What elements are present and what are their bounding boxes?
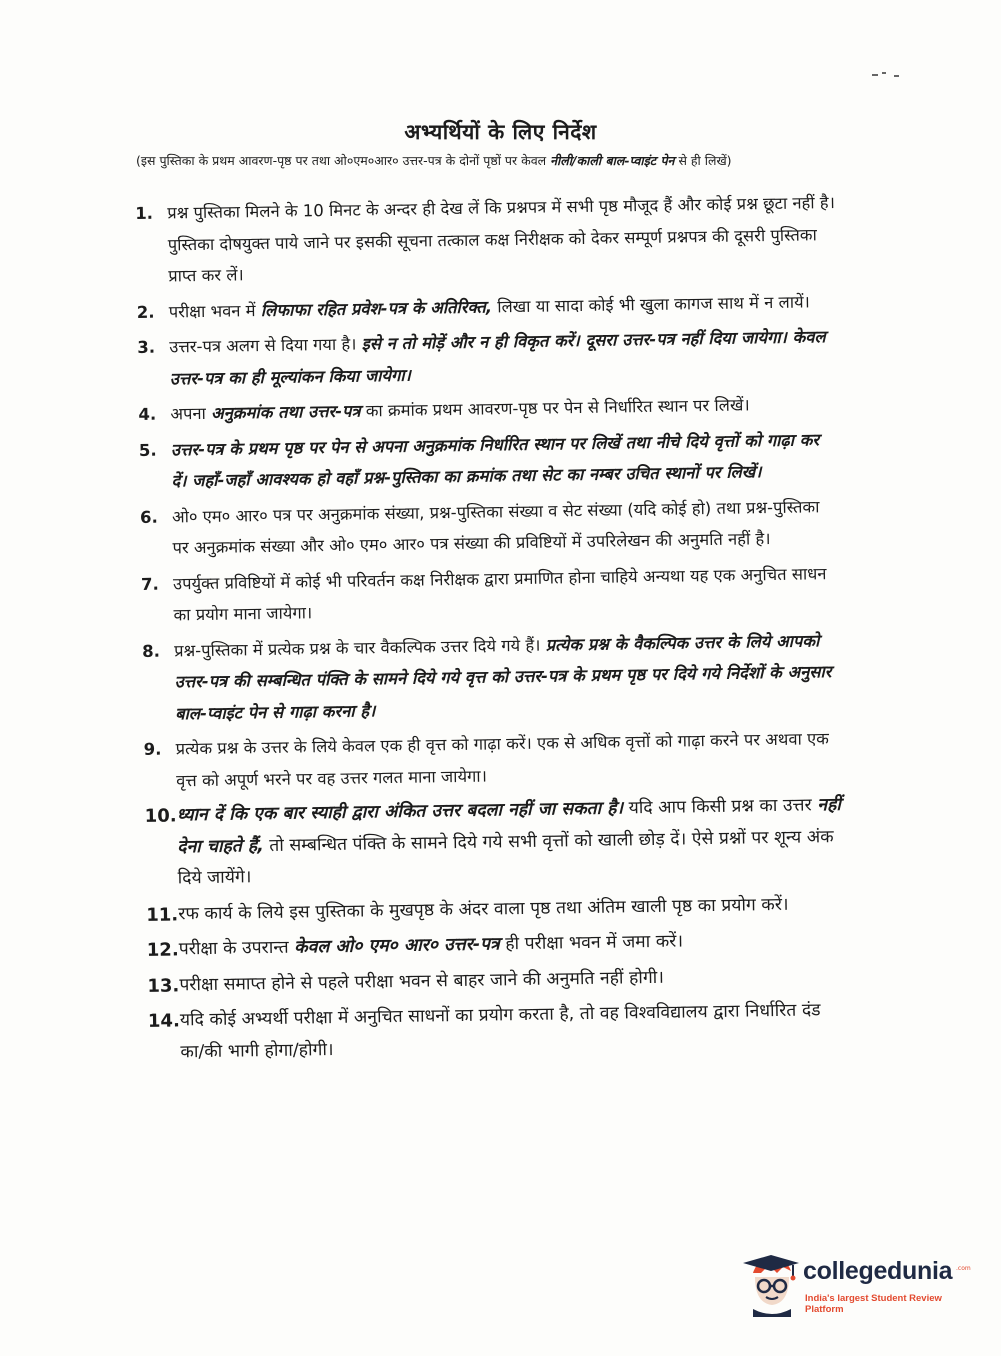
instruction-number: 2. [136, 302, 155, 322]
instruction-text: परीक्षा के उपरान्त [178, 937, 295, 960]
instruction-text: ओ० एम० आर० पत्र पर अनुक्रमांक संख्या, प्रश्न-पुस्तिका संख्या व सेट संख्या (यदि कोई हो) तथा प्रश्न-पुस्तिका पर अनुक्रमांक संख्या और ओ० एम० आर० पत्र संख्या की प्रविष्टियों में उपरिलेखन की अनुमति नहीं है। [171, 496, 820, 558]
instruction-text: यदि कोई अभ्यर्थी परीक्षा में अनुचित साधनों का प्रयोग करता है, तो वह विश्वविद्यालय द्वारा निर्धारित दंड का/की भागी होगा/होगी। [179, 1000, 821, 1062]
instruction-item [146, 888, 846, 930]
instruction-emphasis-text: अनुक्रमांक तथा उत्तर-पत्र [210, 401, 361, 423]
instruction-text: यदि आप किसी प्रश्न का उत्तर [622, 795, 818, 819]
instruction-text: का क्रमांक प्रथम आवरण-पृष्ठ पर पेन से निर्धारित स्थान पर लिखें। [360, 395, 750, 421]
instruction-emphasis-text: प्रत्येक प्रश्न के वैकल्पिक उत्तर के लिये आपको उत्तर-पत्र की सम्बन्धित पंक्ति के सामने दिये गये वृत्त को उत्तर-पत्र के प्रथम पृष्ठ पर दिये गये निर्देशों के अनुसार बाल-प्वाइंट पेन से गाढ़ा करना है। [174, 630, 832, 723]
brand-tagline: India's largest Student Review Platform [805, 1293, 942, 1315]
page-title: अभ्यर्थियों के लिए निर्देश [404, 120, 597, 144]
instruction-text: उत्तर-पत्र अलग से दिया गया है। [169, 334, 362, 357]
instruction-number: 5. [138, 440, 157, 460]
instruction-item [140, 490, 841, 564]
instruction-emphasis-text: ध्यान दें कि एक बार स्याही द्वारा अंकित उत्तर बदला नहीं जा सकता है। [176, 798, 624, 826]
instruction-item [137, 321, 838, 395]
instruction-number: 1. [135, 203, 154, 223]
instruction-item [137, 285, 837, 327]
instruction-item [147, 924, 847, 966]
instruction-emphasis-text: उत्तर-पत्र के प्रथम पृष्ठ पर पेन से अपना अनुक्रमांक निर्धारित स्थान पर लिखें तथा नीचे दिये वृत्तों को गाढ़ा कर दें। जहाँ-जहाँ आवश्यक हो वहाँ प्रश्न-पुस्तिका का क्रमांक तथा सेट का नम्बर उचित स्थानों पर लिखें। [170, 429, 820, 491]
instruction-item [141, 557, 842, 631]
instruction-emphasis-text: लिफाफा रहित प्रवेश-पत्र के अतिरिक्त, [260, 296, 493, 320]
instruction-text: परीक्षा समाप्त होने से पहले परीक्षा भवन से बाहर जाने की अनुमति नहीं होगी। [179, 967, 665, 995]
brand-name: collegedunia [803, 1257, 953, 1285]
collegedunia-watermark [743, 1253, 971, 1317]
scan-speck [872, 72, 902, 78]
instruction-emphasis-text: इसे न तो मोड़ें और न ही विकृत करें। दूसरा उत्तर-पत्र नहीं दिया जायेगा। केवल उत्तर-पत्र का ही मूल्यांकन किया जायेगा। [169, 327, 826, 388]
instruction-text: अपना [170, 403, 212, 424]
instruction-text: लिखा या सादा कोई भी खुला कागज साथ में न लायें। [491, 291, 810, 316]
instruction-number: 13. [147, 974, 180, 997]
instruction-text: ही परीक्षा भवन में जमा करें। [499, 931, 684, 955]
instruction-item [143, 723, 844, 797]
instruction-text: तो सम्बन्धित पंक्ति के सामने दिये गये सभी वृत्तों को खाली छोड़ दें। ऐसे प्रश्नों पर शून्य अंक दिये जायेंगे। [177, 826, 834, 889]
instruction-number: 11. [146, 903, 179, 926]
instruction-number: 8. [141, 641, 161, 661]
instruction-item [138, 388, 838, 430]
instruction-number: 14. [147, 1010, 180, 1032]
instruction-item [148, 995, 849, 1069]
instruction-text: प्रश्न पुस्तिका मिलने के 10 मिनट के अन्दर ही देख लें कि प्रश्नपत्र में सभी पृष्ठ मौजूद हैं और कोई प्रश्न छूटा नहीं है। पुस्तिका दोषयुक्त पाये जाने पर इसकी सूचना तत्काल कक्ष निरीक्षक को देकर सम्पूर्ण प्रश्नपत्र की दूसरी पुस्तिका प्राप्त कर लें। [167, 193, 836, 286]
brand-domain: .com [956, 1265, 971, 1272]
instruction-emphasis-text: नहीं देना चाहते हैं, [177, 794, 841, 857]
subtitle-emphasis: नीली/काली बाल-प्वाइंट पेन [550, 153, 675, 168]
subtitle-suffix: से ही लिखें) [674, 153, 732, 168]
instruction-text: उपर्युक्त प्रविष्टियों में कोई भी परिवर्तन कक्ष निरीक्षक द्वारा प्रमाणित होना चाहिये अन्यथा यह एक अनुचित साधन का प्रयोग माना जायेगा। [172, 563, 827, 625]
instruction-item [144, 790, 845, 895]
instruction-emphasis-text: केवल ओ० एम० आर० उत्तर-पत्र [294, 934, 500, 958]
instruction-item [135, 187, 836, 292]
instruction-list [135, 187, 849, 1073]
instruction-number: 6. [139, 507, 158, 527]
page-subtitle [136, 152, 856, 169]
instruction-item [147, 959, 847, 1001]
instruction-text: रफ कार्य के लिये इस पुस्तिका के मुखपृष्ठ के अंदर वाला पृष्ठ तथा अंतिम खाली पृष्ठ का प्रयोग करें। [178, 894, 789, 924]
student-mascot-icon [743, 1253, 801, 1317]
instruction-number: 9. [143, 739, 162, 759]
instruction-number: 7. [140, 574, 159, 594]
instruction-number: 10. [144, 805, 177, 827]
instruction-number: 3. [137, 337, 156, 357]
instruction-number: 12. [146, 939, 179, 961]
instruction-text: परीक्षा भवन में [168, 300, 261, 321]
instruction-item [142, 624, 843, 729]
instruction-item [139, 423, 840, 497]
instruction-text: प्रत्येक प्रश्न के उत्तर के लिये केवल एक ही वृत्त को गाढ़ा करें। एक से अधिक वृत्तों को गाढ़ा करने पर अथवा एक वृत्त को अपूर्ण भरने पर वह उत्तर गलत माना जायेगा। [175, 729, 830, 790]
instruction-number: 4. [138, 404, 157, 424]
subtitle-prefix: (इस पुस्तिका के प्रथम आवरण-पृष्ठ पर तथा ओ०एम०आर० उत्तर-पत्र के दोनों पृष्ठों पर केवल [136, 153, 551, 168]
instruction-text: प्रश्न-पुस्तिका में प्रत्येक प्रश्न के चार वैकल्पिक उत्तर दिये गये हैं। [173, 635, 546, 660]
